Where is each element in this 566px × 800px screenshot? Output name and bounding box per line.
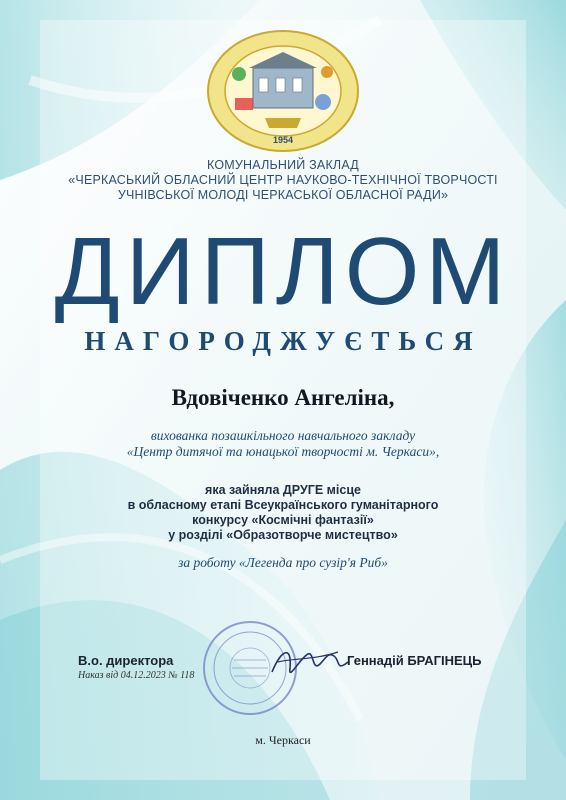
organization-line2: «ЧЕРКАСЬКИЙ ОБЛАСНИЙ ЦЕНТР НАУКОВО-ТЕХНІЧНОЇ ТВОРЧОСТІ <box>68 173 498 187</box>
recipient-institution: «Центр дитячої та юнацької творчості м. Черкаси», <box>126 444 440 459</box>
signatory-name: Геннадій БРАГІНЕЦЬ <box>347 653 482 668</box>
diploma-title: ДИПЛОМ <box>54 218 512 325</box>
organization-line1: КОМУНАЛЬНИЙ ЗАКЛАД <box>207 158 359 172</box>
achievement-section: у розділі «Образотворче мистецтво» <box>168 528 398 542</box>
achievement-contest: конкурсу «Космічні фантазії» <box>192 513 374 527</box>
achievement-place: яка зайняла ДРУГЕ місце <box>205 483 361 497</box>
institution-emblem-logo <box>205 28 361 158</box>
organization-name <box>0 158 566 203</box>
signatory-position: В.о. директора <box>78 653 174 668</box>
achievement-stage: в обласному етапі Всеукраїнського гуманітарного <box>127 498 439 512</box>
organization-line3: УЧНІВСЬКОЇ МОЛОДІ ЧЕРКАСЬКОЇ ОБЛАСНОЇ РАДИ» <box>117 188 449 202</box>
signatory-block <box>78 653 194 681</box>
city: м. Черкаси <box>255 733 311 747</box>
recipient-affiliation <box>0 428 566 460</box>
achievement-work: за роботу «Легенда про сузір'я Риб» <box>178 555 388 570</box>
awarded-heading: НАГОРОДЖУЄТЬСЯ <box>84 326 482 356</box>
order-reference: Наказ від 04.12.2023 № 118 <box>78 670 195 681</box>
recipient-role: вихованка позашкільного навчального закладу <box>150 428 416 443</box>
emblem-year: 1954 <box>272 135 294 145</box>
handwritten-signature <box>268 638 352 686</box>
achievement-text <box>0 483 566 543</box>
recipient-name: Вдовіченко Ангеліна, <box>171 385 395 410</box>
